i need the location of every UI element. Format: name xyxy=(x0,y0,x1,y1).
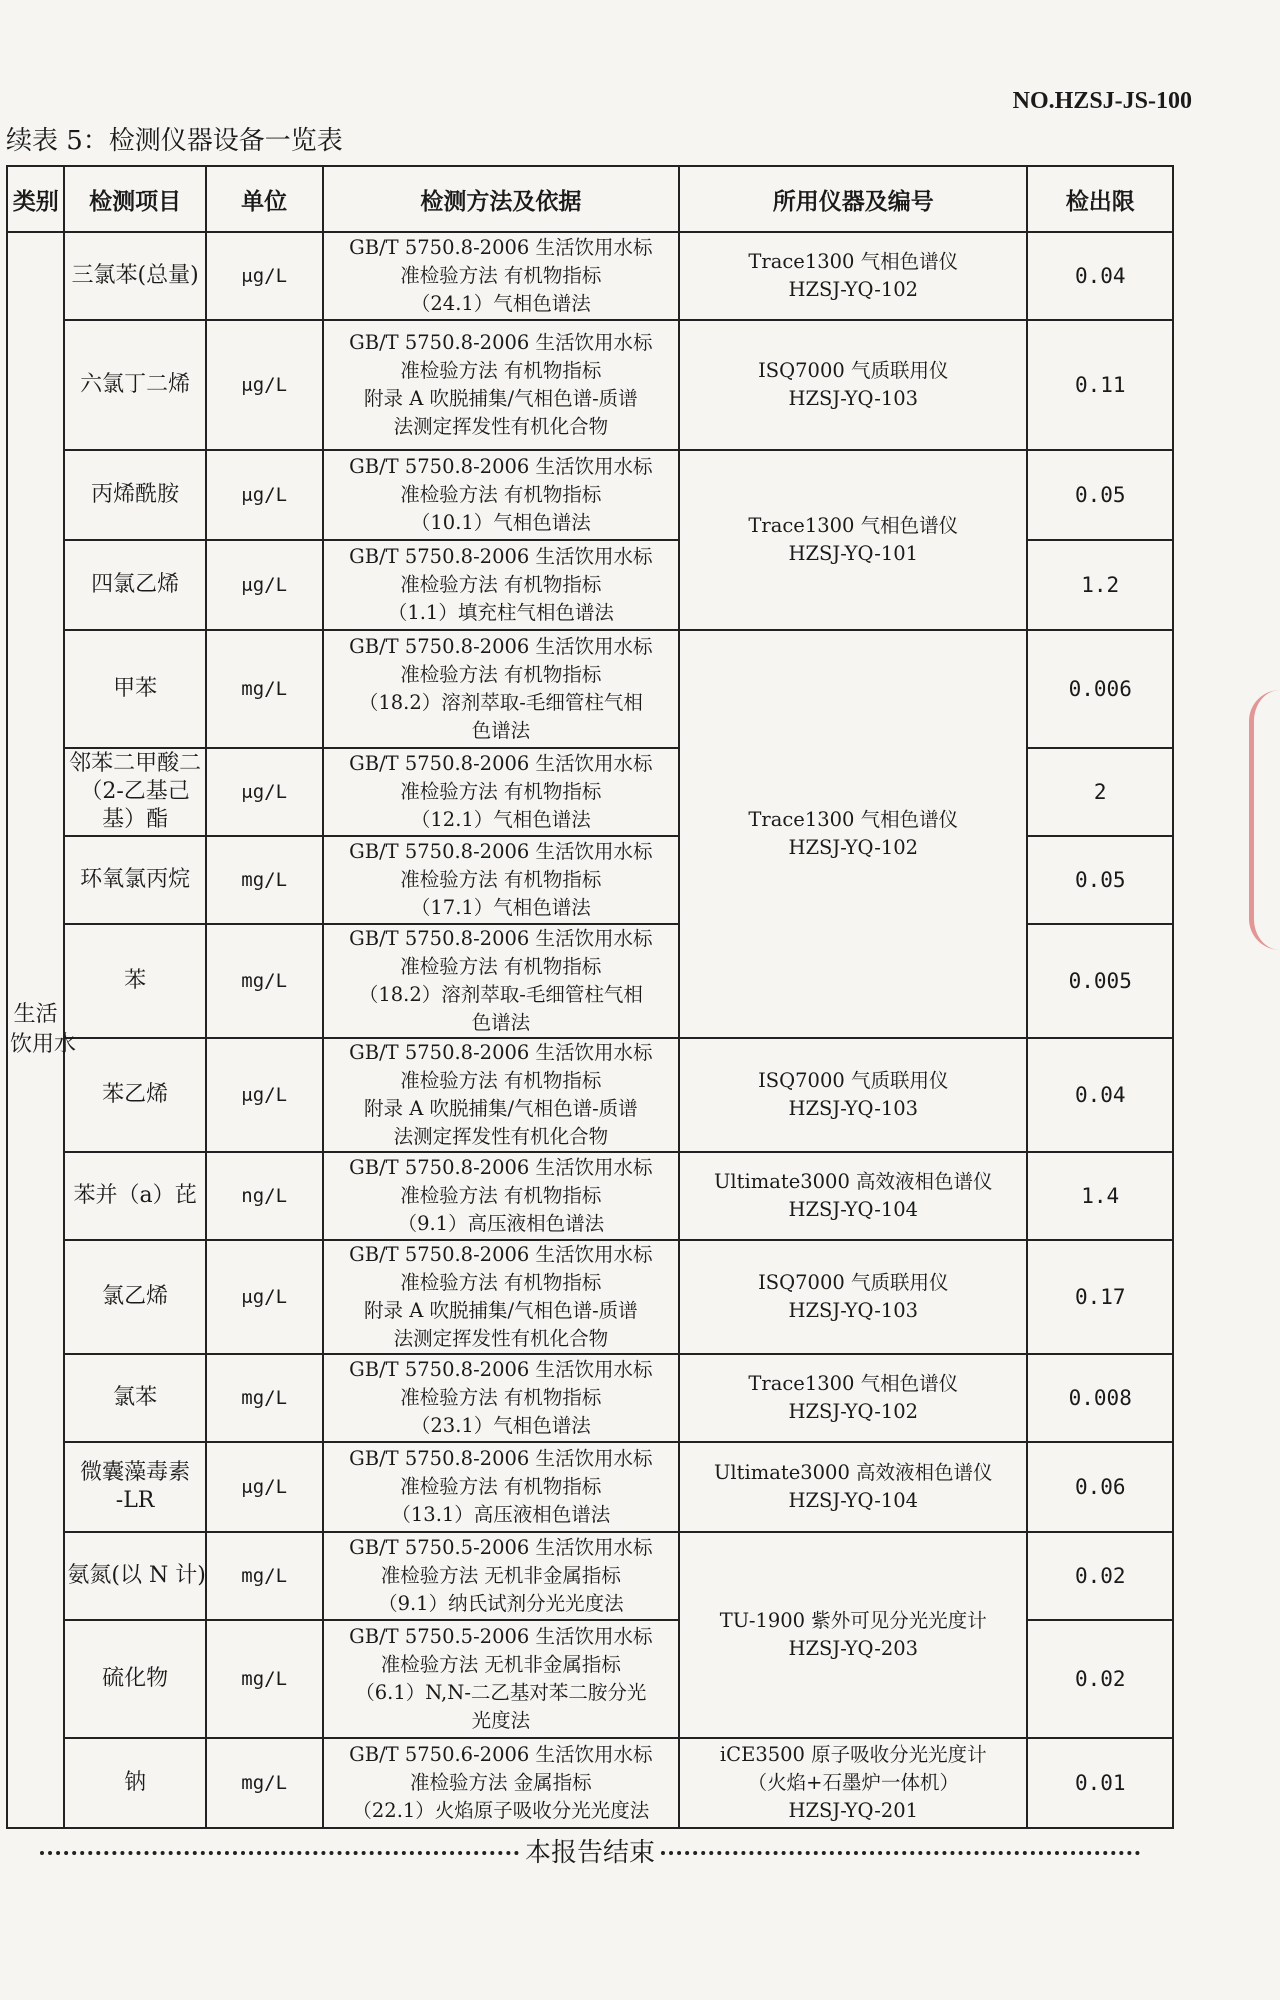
limit-cell: 0.11 xyxy=(1027,320,1173,450)
limit-cell: 0.17 xyxy=(1027,1240,1173,1354)
header-item: 检测项目 xyxy=(64,166,205,232)
item-cell xyxy=(64,1738,205,1828)
text-line: GB/T 5750.8-2006 生活饮用水标 xyxy=(349,331,653,354)
method-cell xyxy=(323,1620,680,1738)
text-line: GB/T 5750.8-2006 生活饮用水标 xyxy=(349,1041,653,1064)
text-line: 准检验方法 有机物指标 xyxy=(400,1184,602,1207)
method-cell xyxy=(323,1038,680,1152)
text-line: ISQ7000 气质联用仪 xyxy=(758,359,949,382)
table-row xyxy=(7,630,1173,748)
text-line: 准检验方法 有机物指标 xyxy=(400,483,602,506)
method-cell xyxy=(323,1442,680,1532)
text-line: 氯乙烯 xyxy=(102,1284,169,1309)
text-line: 附录 A 吹脱捕集/气相色谱-质谱 xyxy=(364,387,638,410)
text-line: GB/T 5750.8-2006 生活饮用水标 xyxy=(349,1156,653,1179)
item-cell xyxy=(64,836,205,924)
report-end-line xyxy=(40,1832,1140,1869)
text-line: Trace1300 气相色谱仪 xyxy=(748,514,959,537)
text-line: 准检验方法 有机物指标 xyxy=(400,573,602,596)
text-line: GB/T 5750.8-2006 生活饮用水标 xyxy=(349,635,653,658)
method-cell xyxy=(323,748,680,836)
text-line: GB/T 5750.5-2006 生活饮用水标 xyxy=(349,1625,653,1648)
limit-cell: 2 xyxy=(1027,748,1173,836)
text-line: GB/T 5750.8-2006 生活饮用水标 xyxy=(349,545,653,568)
text-line: HZSJ-YQ-104 xyxy=(788,1489,919,1512)
instrument-cell xyxy=(679,1038,1027,1152)
text-line: 准检验方法 金属指标 xyxy=(409,1771,592,1794)
text-line: 钠 xyxy=(124,1770,147,1795)
item-cell xyxy=(64,450,205,540)
table-row xyxy=(7,1738,1173,1828)
header-category: 类别 xyxy=(7,166,64,232)
item-cell xyxy=(64,1620,205,1738)
text-line: Trace1300 气相色谱仪 xyxy=(748,1372,959,1395)
text-line: HZSJ-YQ-201 xyxy=(788,1799,919,1822)
text-line: 生活 xyxy=(13,1002,58,1027)
unit-cell: μg/L xyxy=(206,450,323,540)
table-row xyxy=(7,1152,1173,1240)
text-line: （2-乙基己 xyxy=(80,779,190,804)
item-cell xyxy=(64,320,205,450)
text-line: （23.1）气相色谱法 xyxy=(410,1414,591,1437)
header-row xyxy=(7,166,1173,232)
item-cell xyxy=(64,540,205,630)
limit-cell: 0.005 xyxy=(1027,924,1173,1038)
instrument-cell xyxy=(679,320,1027,450)
instrument-cell xyxy=(679,1738,1027,1828)
text-line: HZSJ-YQ-103 xyxy=(788,1097,919,1120)
text-line: （17.1）气相色谱法 xyxy=(410,896,591,919)
text-line: TU-1900 紫外可见分光光度计 xyxy=(719,1609,987,1632)
report-end-text: 本报告结束 xyxy=(525,1838,656,1868)
text-line: 色谱法 xyxy=(471,719,531,742)
table-caption: 续表 5：检测仪器设备一览表 xyxy=(6,126,343,156)
document-number: NO.HZSJ-JS-100 xyxy=(1012,88,1192,114)
text-line: Trace1300 气相色谱仪 xyxy=(748,250,959,273)
seal-stamp-icon xyxy=(1249,690,1280,950)
instrument-cell xyxy=(679,1442,1027,1532)
item-cell xyxy=(64,1442,205,1532)
text-line: 附录 A 吹脱捕集/气相色谱-质谱 xyxy=(364,1097,638,1120)
text-line: 色谱法 xyxy=(471,1011,531,1034)
text-line: GB/T 5750.5-2006 生活饮用水标 xyxy=(349,1536,653,1559)
text-line: （22.1）火焰原子吸收分光光度法 xyxy=(352,1799,650,1822)
text-line: （10.1）气相色谱法 xyxy=(410,511,591,534)
header-instrument: 所用仪器及编号 xyxy=(679,166,1027,232)
item-cell xyxy=(64,748,205,836)
dotted-leader-left xyxy=(40,1851,519,1855)
text-line: 准检验方法 有机物指标 xyxy=(400,663,602,686)
method-cell xyxy=(323,1532,680,1620)
text-line: 准检验方法 有机物指标 xyxy=(400,264,602,287)
unit-cell: μg/L xyxy=(206,1240,323,1354)
limit-cell: 1.4 xyxy=(1027,1152,1173,1240)
text-line: 苯 xyxy=(124,968,147,993)
limit-cell: 0.02 xyxy=(1027,1620,1173,1738)
text-line: 法测定挥发性有机化合物 xyxy=(393,1125,609,1148)
method-cell xyxy=(323,1240,680,1354)
text-line: HZSJ-YQ-102 xyxy=(788,836,919,859)
instrument-cell xyxy=(679,450,1027,630)
text-line: （12.1）气相色谱法 xyxy=(410,808,591,831)
text-line: 准检验方法 有机物指标 xyxy=(400,1069,602,1092)
method-cell xyxy=(323,924,680,1038)
unit-cell: mg/L xyxy=(206,836,323,924)
limit-cell: 0.006 xyxy=(1027,630,1173,748)
text-line: HZSJ-YQ-203 xyxy=(788,1637,919,1660)
text-line: 四氯乙烯 xyxy=(91,572,180,597)
text-line: HZSJ-YQ-103 xyxy=(788,1299,919,1322)
instrument-cell xyxy=(679,1532,1027,1738)
text-line: 准检验方法 有机物指标 xyxy=(400,868,602,891)
text-line: 准检验方法 无机非金属指标 xyxy=(380,1564,621,1587)
text-line: 准检验方法 有机物指标 xyxy=(400,955,602,978)
text-line: 饮用水 xyxy=(10,1032,77,1057)
text-line: 法测定挥发性有机化合物 xyxy=(393,415,609,438)
text-line: HZSJ-YQ-102 xyxy=(788,1400,919,1423)
text-line: GB/T 5750.8-2006 生活饮用水标 xyxy=(349,1243,653,1266)
text-line: （13.1）高压液相色谱法 xyxy=(391,1503,611,1526)
limit-cell: 0.05 xyxy=(1027,450,1173,540)
text-line: 三氯苯(总量) xyxy=(71,263,199,288)
item-cell xyxy=(64,1240,205,1354)
limit-cell: 0.008 xyxy=(1027,1354,1173,1442)
text-line: 环氧氯丙烷 xyxy=(80,867,191,892)
limit-cell: 0.04 xyxy=(1027,232,1173,320)
text-line: GB/T 5750.8-2006 生活饮用水标 xyxy=(349,927,653,950)
text-line: （火焰+石墨炉一体机） xyxy=(747,1771,959,1794)
item-cell xyxy=(64,1532,205,1620)
limit-cell: 0.05 xyxy=(1027,836,1173,924)
instrument-cell xyxy=(679,630,1027,1038)
category-cell xyxy=(7,232,77,1828)
table-row xyxy=(7,1532,1173,1620)
text-line: 苯并（a）芘 xyxy=(73,1183,197,1208)
table-row xyxy=(7,1354,1173,1442)
unit-cell: mg/L xyxy=(206,1738,323,1828)
limit-cell: 0.02 xyxy=(1027,1532,1173,1620)
unit-cell: μg/L xyxy=(206,320,323,450)
limit-cell: 1.2 xyxy=(1027,540,1173,630)
text-line: GB/T 5750.8-2006 生活饮用水标 xyxy=(349,1358,653,1381)
text-line: GB/T 5750.8-2006 生活饮用水标 xyxy=(349,455,653,478)
table-row xyxy=(7,232,1173,320)
text-line: Ultimate3000 高效液相色谱仪 xyxy=(714,1170,993,1193)
item-cell xyxy=(64,1354,205,1442)
item-cell xyxy=(64,630,205,748)
text-line: 光度法 xyxy=(471,1709,531,1732)
text-line: HZSJ-YQ-101 xyxy=(788,542,919,565)
text-line: （1.1）填充柱气相色谱法 xyxy=(387,601,614,624)
text-line: 准检验方法 有机物指标 xyxy=(400,1271,602,1294)
dotted-leader-right xyxy=(661,1851,1140,1855)
limit-cell: 0.06 xyxy=(1027,1442,1173,1532)
text-line: 硫化物 xyxy=(102,1666,169,1691)
text-line: 准检验方法 有机物指标 xyxy=(400,1386,602,1409)
text-line: -LR xyxy=(115,1488,155,1513)
text-line: （24.1）气相色谱法 xyxy=(410,292,591,315)
instrument-cell xyxy=(679,1152,1027,1240)
limit-cell: 0.01 xyxy=(1027,1738,1173,1828)
text-line: 基）酯 xyxy=(102,807,169,832)
text-line: 准检验方法 有机物指标 xyxy=(400,1475,602,1498)
text-line: 准检验方法 有机物指标 xyxy=(400,359,602,382)
instrument-cell xyxy=(679,232,1027,320)
header-limit: 检出限 xyxy=(1027,166,1173,232)
text-line: HZSJ-YQ-102 xyxy=(788,278,919,301)
text-line: 氨氮(以 N 计) xyxy=(67,1563,206,1588)
text-line: Trace1300 气相色谱仪 xyxy=(748,808,959,831)
text-line: 苯乙烯 xyxy=(102,1082,169,1107)
text-line: ISQ7000 气质联用仪 xyxy=(758,1069,949,1092)
table-row xyxy=(7,1442,1173,1532)
unit-cell: μg/L xyxy=(206,232,323,320)
text-line: 附录 A 吹脱捕集/气相色谱-质谱 xyxy=(364,1299,638,1322)
text-line: GB/T 5750.8-2006 生活饮用水标 xyxy=(349,840,653,863)
text-line: GB/T 5750.6-2006 生活饮用水标 xyxy=(349,1743,653,1766)
item-cell xyxy=(64,1038,205,1152)
text-line: 准检验方法 有机物指标 xyxy=(400,780,602,803)
text-line: 微囊藻毒素 xyxy=(80,1460,191,1485)
item-cell xyxy=(64,1152,205,1240)
unit-cell: mg/L xyxy=(206,1354,323,1442)
text-line: 氯苯 xyxy=(113,1385,158,1410)
unit-cell: μg/L xyxy=(206,540,323,630)
text-line: （6.1）N,N-二乙基对苯二胺分光 xyxy=(355,1681,647,1704)
text-line: GB/T 5750.8-2006 生活饮用水标 xyxy=(349,752,653,775)
text-line: 六氯丁二烯 xyxy=(80,372,191,397)
item-cell xyxy=(64,232,205,320)
header-method: 检测方法及依据 xyxy=(323,166,680,232)
text-line: 丙烯酰胺 xyxy=(91,482,180,507)
unit-cell: mg/L xyxy=(206,924,323,1038)
text-line: （9.1）高压液相色谱法 xyxy=(397,1212,605,1235)
table-row xyxy=(7,1038,1173,1152)
text-line: 准检验方法 无机非金属指标 xyxy=(380,1653,621,1676)
text-line: 法测定挥发性有机化合物 xyxy=(393,1327,609,1350)
method-cell xyxy=(323,540,680,630)
instrument-cell xyxy=(679,1354,1027,1442)
instrument-table xyxy=(6,165,1174,1829)
text-line: 邻苯二甲酸二 xyxy=(69,751,202,776)
instrument-cell xyxy=(679,1240,1027,1354)
text-line: 甲苯 xyxy=(113,676,158,701)
text-line: GB/T 5750.8-2006 生活饮用水标 xyxy=(349,236,653,259)
method-cell xyxy=(323,1354,680,1442)
method-cell xyxy=(323,320,680,450)
unit-cell: mg/L xyxy=(206,1532,323,1620)
item-cell xyxy=(64,924,205,1038)
text-line: HZSJ-YQ-104 xyxy=(788,1198,919,1221)
text-line: HZSJ-YQ-103 xyxy=(788,387,919,410)
method-cell xyxy=(323,232,680,320)
unit-cell: μg/L xyxy=(206,748,323,836)
text-line: （18.2）溶剂萃取-毛细管柱气相 xyxy=(358,691,643,714)
method-cell xyxy=(323,450,680,540)
unit-cell: μg/L xyxy=(206,1038,323,1152)
unit-cell: μg/L xyxy=(206,1442,323,1532)
unit-cell: ng/L xyxy=(206,1152,323,1240)
text-line: （18.2）溶剂萃取-毛细管柱气相 xyxy=(358,983,643,1006)
method-cell xyxy=(323,630,680,748)
header-unit: 单位 xyxy=(206,166,323,232)
method-cell xyxy=(323,1738,680,1828)
text-line: （9.1）纳氏试剂分光光度法 xyxy=(378,1592,624,1615)
text-line: iCE3500 原子吸收分光光度计 xyxy=(719,1743,987,1766)
table-row xyxy=(7,450,1173,540)
text-line: GB/T 5750.8-2006 生活饮用水标 xyxy=(349,1447,653,1470)
unit-cell: mg/L xyxy=(206,630,323,748)
table-row xyxy=(7,1240,1173,1354)
limit-cell: 0.04 xyxy=(1027,1038,1173,1152)
method-cell xyxy=(323,836,680,924)
table-row xyxy=(7,320,1173,450)
unit-cell: mg/L xyxy=(206,1620,323,1738)
text-line: ISQ7000 气质联用仪 xyxy=(758,1271,949,1294)
method-cell xyxy=(323,1152,680,1240)
text-line: Ultimate3000 高效液相色谱仪 xyxy=(714,1461,993,1484)
